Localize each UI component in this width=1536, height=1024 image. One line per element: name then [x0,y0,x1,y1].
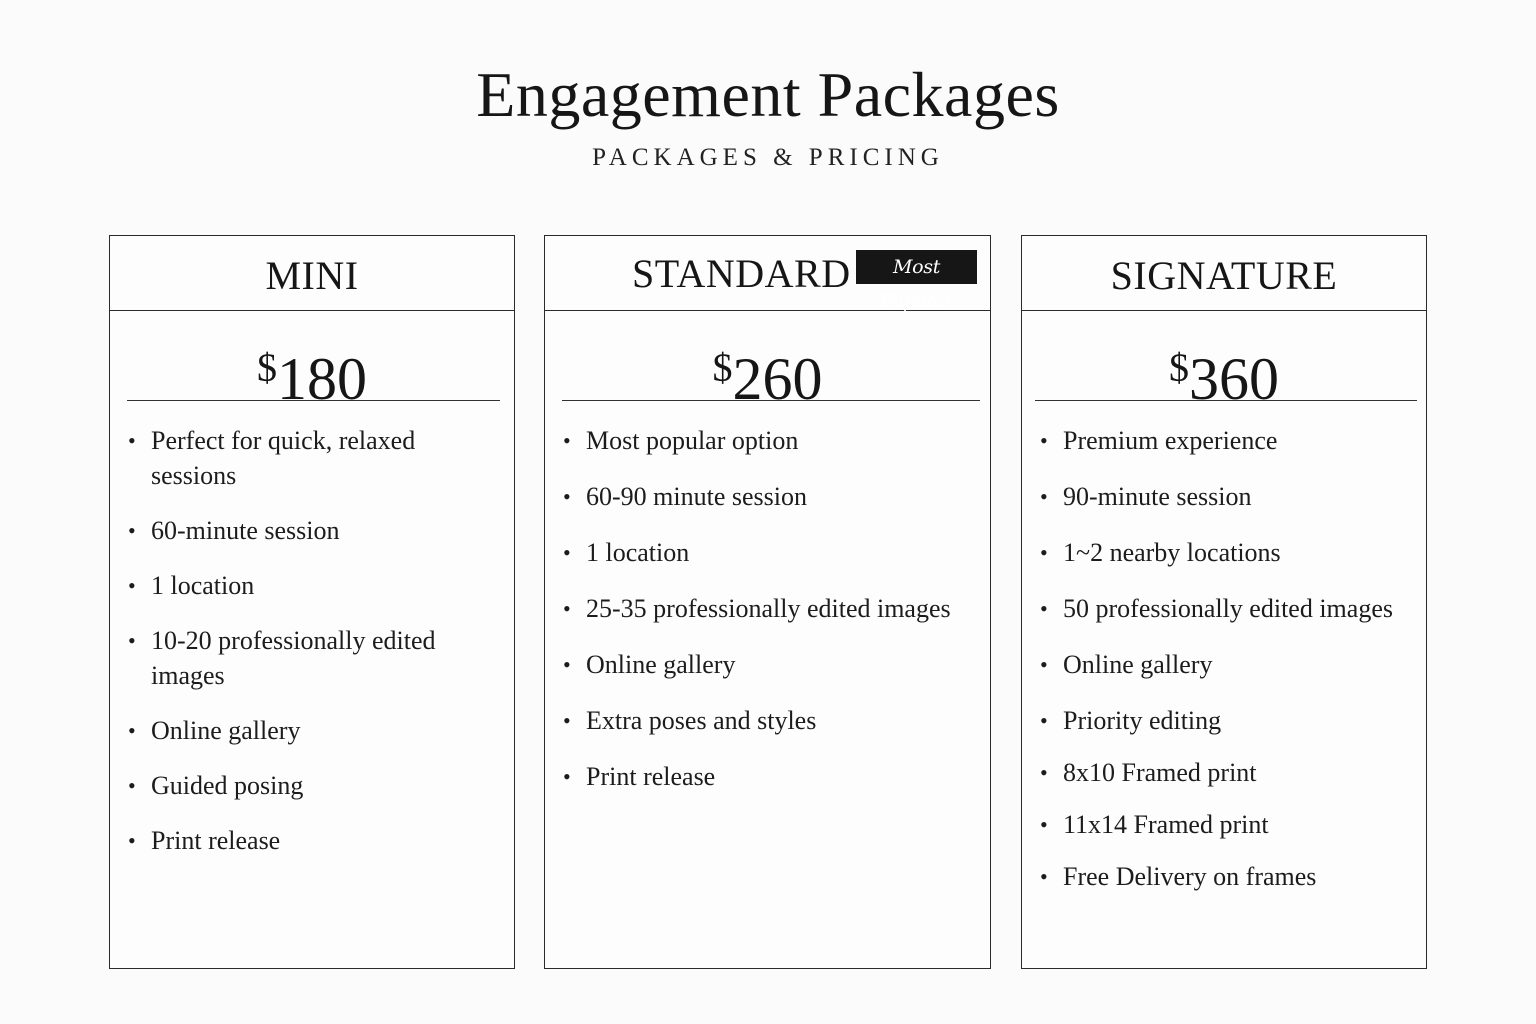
bullet-icon: • [563,540,571,565]
feature-list [1040,423,1416,911]
feature-item: • Online gallery [1040,647,1416,682]
page-subtitle: PACKAGES & PRICING [592,144,944,171]
feature-item: • Online gallery [563,647,980,682]
feature-item: • Perfect for quick, relaxed sessions [128,423,494,493]
bullet-icon: • [128,718,136,743]
currency-symbol: $ [1169,345,1189,390]
price-value: 360 [1189,346,1279,412]
feature-item: • 1 location [563,535,980,570]
divider [562,400,980,401]
package-name: MINI [265,253,359,298]
bullet-icon: • [1040,428,1048,453]
feature-item: • Premium experience [1040,423,1416,458]
bullet-icon: • [1040,596,1048,621]
feature-item: • Most popular option [563,423,980,458]
bullet-icon: • [563,708,571,733]
package-header [1022,236,1426,311]
bullet-icon: • [563,428,571,453]
most-popular-badge: Most Popular [856,250,977,284]
feature-item: • Print release [128,823,494,858]
bullet-icon: • [128,518,136,543]
bullet-icon: • [128,428,136,453]
package-name: STANDARD [632,251,851,296]
feature-item: • 1~2 nearby locations [1040,535,1416,570]
divider [127,400,500,401]
divider [1035,400,1417,401]
package-price [545,328,990,419]
bullet-icon: • [1040,812,1048,837]
package-card-signature [1021,235,1427,969]
package-card-standard [544,235,991,969]
bullet-icon: • [1040,760,1048,785]
feature-item: • Print release [563,759,980,794]
package-name: SIGNATURE [1110,253,1338,298]
bullet-icon: • [1040,652,1048,677]
feature-item: • Guided posing [128,768,494,803]
feature-list [563,423,980,815]
feature-item: • 60-90 minute session [563,479,980,514]
currency-symbol: $ [712,345,733,390]
feature-item: • 8x10 Framed print [1040,755,1416,790]
feature-item: • 10-20 professionally edited images [128,623,494,693]
bullet-icon: • [1040,540,1048,565]
package-price [1022,328,1426,419]
page-title: Engagement Packages [476,59,1060,130]
bullet-icon: • [563,652,571,677]
bullet-icon: • [563,596,571,621]
feature-item: • Free Delivery on frames [1040,859,1416,894]
bullet-icon: • [128,573,136,598]
bullet-icon: • [128,773,136,798]
feature-item: • 90-minute session [1040,479,1416,514]
bullet-icon: • [1040,708,1048,733]
price-value: 180 [277,346,367,412]
package-header [110,236,514,311]
bullet-icon: • [563,484,571,509]
bullet-icon: • [563,764,571,789]
feature-list [128,423,494,878]
feature-item: • 11x14 Framed print [1040,807,1416,842]
bullet-icon: • [128,828,136,853]
feature-item: • 25-35 professionally edited images [563,591,980,626]
feature-item: • 60-minute session [128,513,494,548]
feature-item: • Priority editing [1040,703,1416,738]
package-card-mini [109,235,515,969]
currency-symbol: $ [257,345,277,390]
package-header [545,236,990,311]
bullet-icon: • [128,628,136,653]
bullet-icon: • [1040,864,1048,889]
price-value: 260 [732,346,823,412]
feature-item: • Extra poses and styles [563,703,980,738]
package-price [110,328,514,419]
feature-item: • 50 professionally edited images [1040,591,1416,626]
bullet-icon: • [1040,484,1048,509]
feature-item: • Online gallery [128,713,494,748]
feature-item: • 1 location [128,568,494,603]
